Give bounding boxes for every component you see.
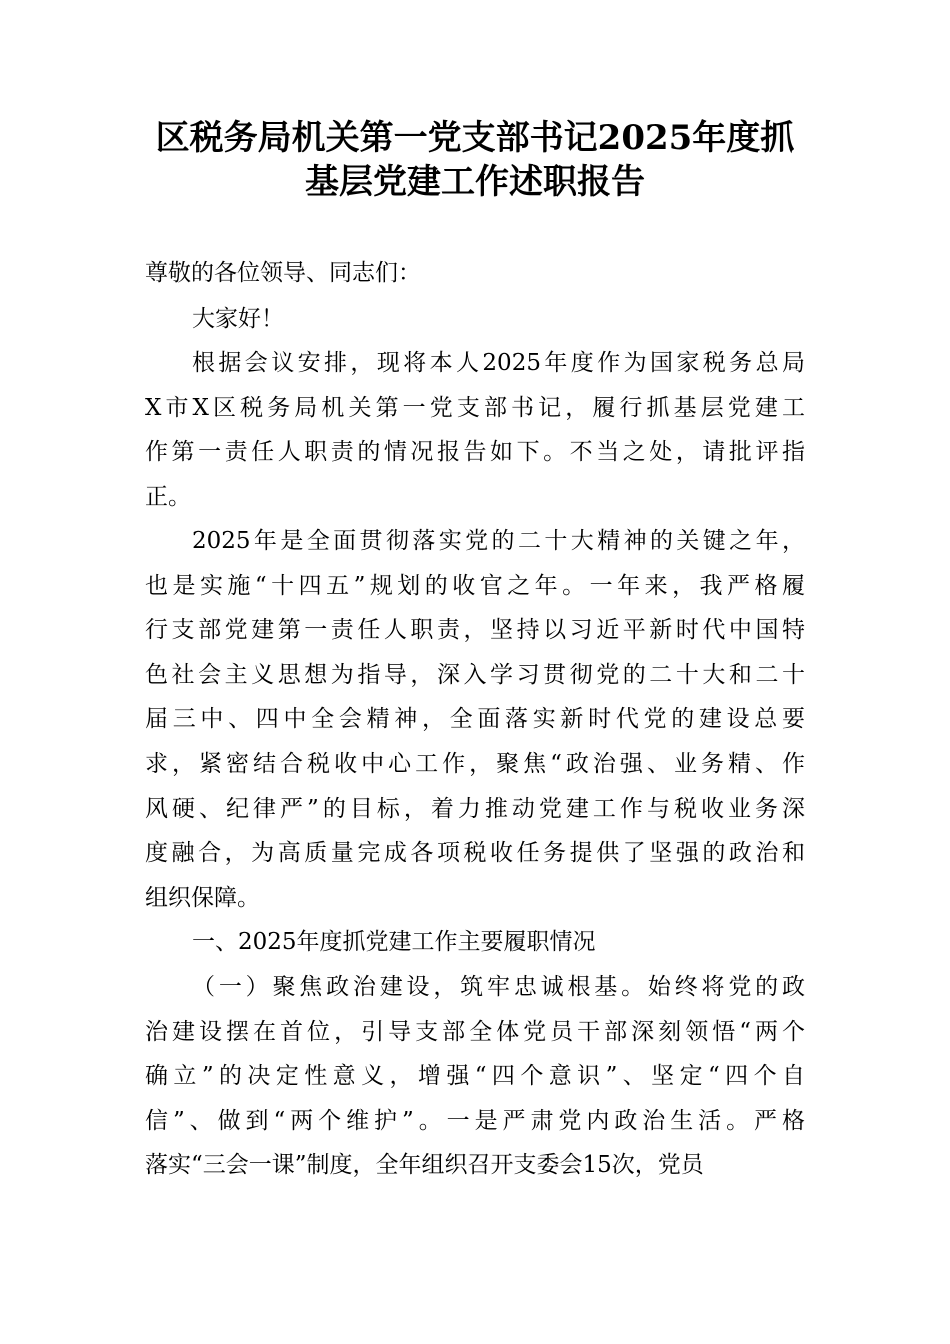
- paragraph-line: 度融合，为高质量完成各项税收任务提供了坚强的政治和: [145, 840, 805, 867]
- section-heading: 一、2025年度抓党建工作主要履职情况: [192, 929, 596, 955]
- paragraph-line: 届三中、四中全会精神，全面落实新时代党的建设总要: [145, 706, 805, 733]
- paragraph-line: 落实“三会一课”制度，全年组织召开支委会15次，党员: [145, 1152, 704, 1179]
- paragraph-line: （一）聚焦政治建设，筑牢忠诚根基。始终将党的政: [192, 974, 805, 1000]
- document-title-line-1: 区税务局机关第一党支部书记2025年度抓: [155, 118, 795, 158]
- paragraph-line: 风硬、纪律严”的目标，着力推动党建工作与税收业务深: [145, 795, 805, 822]
- paragraph-line: 确立”的决定性意义，增强“四个意识”、坚定“四个自: [145, 1063, 805, 1090]
- paragraph-line: 作第一责任人职责的情况报告如下。不当之处，请批评指: [145, 439, 805, 466]
- paragraph-line: 根据会议安排，现将本人2025年度作为国家税务总局: [192, 350, 805, 376]
- paragraph-line: 治建设摆在首位，引导支部全体党员干部深刻领悟“两个: [145, 1018, 805, 1045]
- paragraph-line: 求，紧密结合税收中心工作，聚焦“政治强、业务精、作: [145, 751, 805, 777]
- paragraph-line: 行支部党建第一责任人职责，坚持以习近平新时代中国特: [145, 617, 805, 644]
- paragraph-line: X市X区税务局机关第一党支部书记，履行抓基层党建工: [145, 394, 805, 421]
- paragraph-line: 组织保障。: [145, 884, 260, 911]
- paragraph-line: 信”、做到“两个维护”。一是严肃党内政治生活。严格: [145, 1107, 805, 1134]
- paragraph-line: 2025年是全面贯彻落实党的二十大精神的关键之年，: [192, 528, 805, 554]
- greeting: 大家好！: [192, 306, 284, 332]
- paragraph-line: 也是实施“十四五”规划的收官之年。一年来，我严格履: [145, 572, 805, 599]
- document-title-line-2: 基层党建工作述职报告: [305, 162, 645, 202]
- paragraph-line: 正。: [145, 484, 191, 511]
- salutation: 尊敬的各位领导、同志们：: [145, 260, 421, 286]
- paragraph-line: 色社会主义思想为指导，深入学习贯彻党的二十大和二十: [145, 661, 805, 688]
